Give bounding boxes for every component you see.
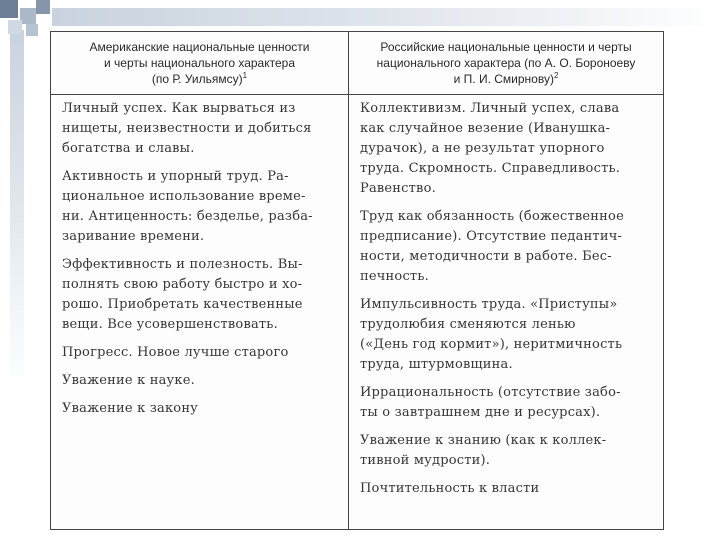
header-right-line1: Российские национальные ценности и черты (380, 40, 632, 54)
russian-values-column (349, 95, 663, 529)
text-line: Равенство. (360, 181, 436, 196)
russian-paragraph-1 (360, 99, 653, 199)
decor-square-5 (26, 24, 38, 36)
text-line: ты о завтрашнем дне и ресурсах). (360, 405, 601, 420)
header-left-line2: и черты национального характера (103, 56, 295, 70)
text-line: Коллективизм. Личный успех, слава (360, 101, 620, 116)
text-line: как случайное везение (Иванушка- (360, 121, 611, 136)
text-line: Уважение к знанию (как к коллек- (360, 433, 607, 448)
russian-paragraph-3 (360, 295, 653, 375)
decor-square-2 (20, 8, 36, 24)
text-line: богатства и славы. (62, 141, 195, 156)
american-paragraph-3 (62, 255, 338, 335)
text-line: тивной мудрости). (360, 453, 491, 468)
russian-paragraph-6 (360, 479, 653, 499)
header-left-line1: Американские национальные ценности (89, 40, 310, 54)
text-line: заривание времени. (62, 229, 205, 244)
text-line: Почтительность к власти (360, 481, 540, 496)
text-line: Иррациональность (отсутствие забо- (360, 385, 621, 400)
header-right-line2: национального характера (по А. О. Бороноеву (376, 56, 636, 70)
text-line: Эффективность и полезность. Вы- (62, 257, 303, 272)
text-line: циональное использование време- (62, 189, 306, 204)
text-line: нищеты, неизвестности и добиться (62, 121, 312, 136)
text-line: Труд как обязанность (божественное (360, 209, 624, 224)
decor-square-4 (8, 20, 22, 34)
text-line: («День год кормит»), неритмичность (360, 337, 623, 352)
russian-paragraph-4 (360, 383, 653, 423)
text-line: Активность и упорный труд. Ра- (62, 169, 289, 184)
text-line: ности, методичности в работе. Бес- (360, 249, 612, 264)
decor-square-3 (36, 0, 50, 14)
text-line: печность. (360, 269, 429, 284)
header-right-line3: и П. И. Смирнову) (453, 72, 554, 86)
header-russian-values (349, 32, 663, 95)
text-line: труда, штурмовщина. (360, 357, 513, 372)
text-line: Прогресс. Новое лучше старого (62, 345, 289, 360)
russian-paragraph-5 (360, 431, 653, 471)
values-comparison-table (50, 31, 664, 530)
horizontal-gradient-band (52, 8, 720, 26)
text-line: предписание). Отсутствие педантич- (360, 229, 623, 244)
text-line: труда. Скромность. Справедливость. (360, 161, 621, 176)
text-line: Импульсивность труда. «Приступы» (360, 297, 618, 312)
footnote-marker-2: 2 (553, 71, 559, 80)
text-line: трудолюбия сменяются ленью (360, 317, 576, 332)
american-values-column (51, 95, 349, 529)
header-american-values (51, 32, 349, 95)
vertical-gradient-band (10, 30, 24, 390)
american-paragraph-5 (62, 371, 338, 391)
american-paragraph-6 (62, 399, 338, 419)
header-left-line3: (по Р. Уильямсу) (151, 72, 243, 86)
decor-square-1 (0, 0, 18, 18)
footnote-marker-1: 1 (242, 71, 248, 80)
text-line: Уважение к закону (62, 401, 199, 416)
american-paragraph-1 (62, 99, 338, 159)
text-line: рошо. Приобретать качественные (62, 297, 303, 312)
text-line: дурачок), а не результат упорного (360, 141, 605, 156)
text-line: полнять свою работу быстро и хо- (62, 277, 303, 292)
text-line: Личный успех. Как вырваться из (62, 101, 296, 116)
text-line: вещи. Все усовершенствовать. (62, 317, 278, 332)
text-line: ни. Антиценность: безделье, разба- (62, 209, 313, 224)
american-paragraph-4 (62, 343, 338, 363)
text-line: Уважение к науке. (62, 373, 195, 388)
american-paragraph-2 (62, 167, 338, 247)
russian-paragraph-2 (360, 207, 653, 287)
